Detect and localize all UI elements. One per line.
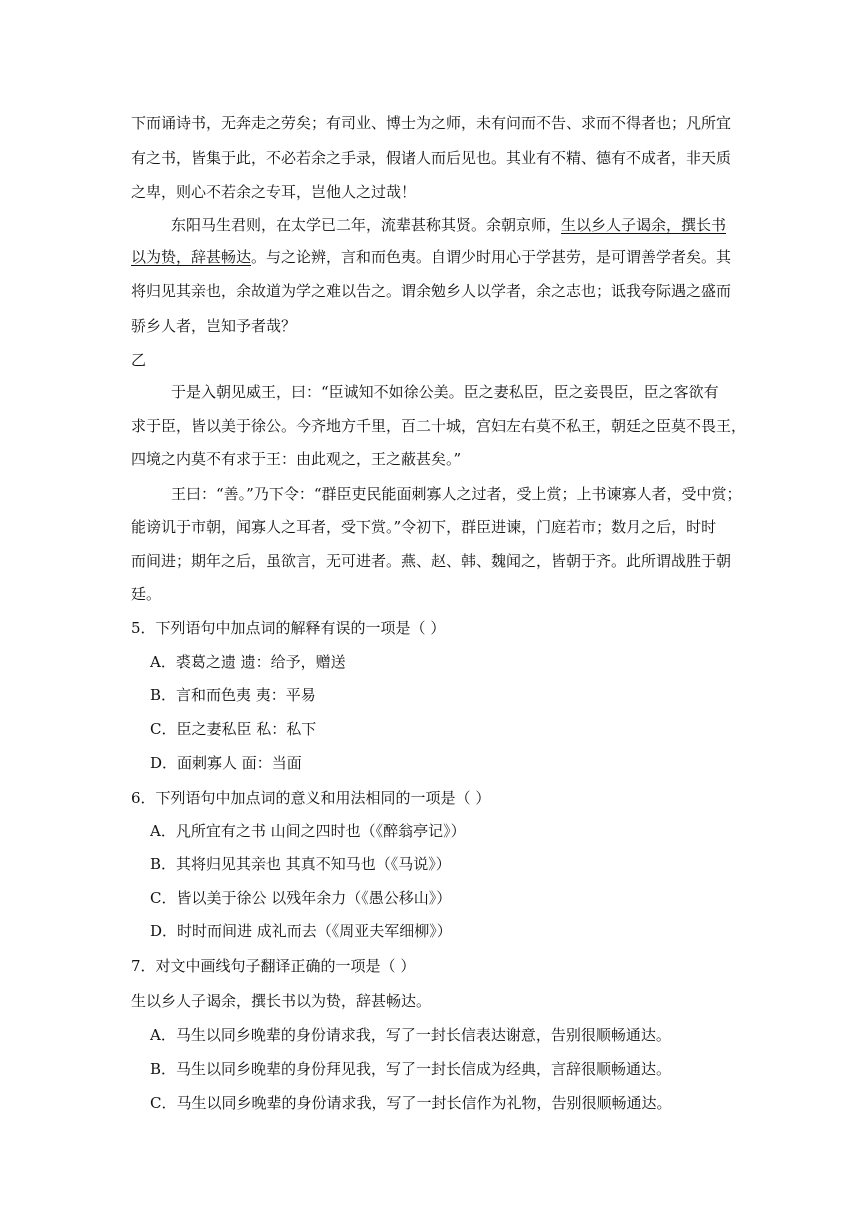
text-line: 而间进；期年之后，虽欲言，无可进者。燕、赵、韩、魏闻之，皆朝于齐。此所谓战胜于朝 (131, 552, 732, 570)
question-6-option-d: D．时时而间进 成礼而去（《周亚夫军细柳》） (150, 922, 452, 940)
question-7-option-a: A．马生以同乡晚辈的身份请求我，写了一封长信表达谢意，告别很顺畅通达。 (150, 1026, 671, 1044)
question-6-stem: 6．下列语句中加点词的意义和用法相同的一项是（ ） (131, 789, 491, 807)
question-7-option-c: C．马生以同乡晚辈的身份请求我，写了一封长信作为礼物，告别很顺畅通达。 (150, 1094, 672, 1112)
underlined-sentence: 以为贽，辞甚畅达 (131, 248, 252, 266)
text-line: 于是入朝见威王，曰：“臣诚知不如徐公美。臣之妻私臣，臣之妾畏臣，臣之客欲有 (171, 383, 719, 401)
question-7-stem: 7．对文中画线句子翻译正确的一项是（ ） (131, 957, 416, 975)
text-line: 下而诵诗书，无奔走之劳矣；有司业、博士为之师，未有问而不告、求而不得者也；凡所宜 (131, 114, 732, 132)
underlined-sentence: 生以乡人子谒余，撰长书 (561, 216, 727, 234)
text-segment: 。与之论辨，言和而色夷。自谓少时用心于学甚劳，是可谓善学者矣。其 (251, 248, 732, 266)
question-6-option-a: A．凡所宜有之书 山间之四时也（《醉翁亭记》） (150, 822, 466, 840)
question-5-option-a: A．裘葛之遗 遗：给予，赠送 (150, 653, 346, 671)
question-6-option-c: C．皆以美于徐公 以残年余力（《愚公移山》） (150, 889, 452, 907)
question-7-sentence: 生以乡人子谒余，撰长书以为贽，辞甚畅达。 (131, 992, 432, 1010)
text-line: 求于臣，皆以美于徐公。今齐地方千里，百二十城，宫妇左右莫不私王，朝廷之臣莫不畏王， (131, 417, 747, 435)
question-7-option-b: B．马生以同乡晚辈的身份拜见我，写了一封长信成为经典，言辞很顺畅通达。 (150, 1060, 672, 1078)
section-label: 乙 (131, 351, 147, 369)
text-line: 骄乡人者，岂知予者哉？ (131, 317, 297, 335)
text-segment: 东阳马生君则，在太学已二年，流辈甚称其贤。余朝京师， (171, 216, 562, 234)
text-line (171, 214, 726, 235)
text-line: 廷。 (131, 585, 162, 603)
question-6-option-b: B．其将归见其亲也 其真不知马也（《马说》） (150, 855, 451, 873)
text-line: 能谤讥于市朝，闻寡人之耳者，受下赏。”令初下，群臣进谏，门庭若市；数月之后，时时 (131, 518, 717, 536)
question-5-option-d: D．面刺寡人 面：当面 (150, 754, 302, 772)
question-5-stem: 5．下列语句中加点词的解释有误的一项是（ ） (131, 619, 446, 637)
text-line: 王曰：“善。”乃下令：“群臣吏民能面刺寡人之过者，受上赏；上书谏寡人者，受中赏； (171, 485, 742, 503)
question-5-option-b: B．言和而色夷 夷：平易 (150, 686, 316, 704)
text-line: 有之书，皆集于此，不必若余之手录，假诸人而后见也。其业有不精、德有不成者，非天质 (131, 149, 732, 167)
text-line: 将归见其亲也，余故道为学之难以告之。谓余勉乡人以学者，余之志也；诋我夸际遇之盛而 (131, 282, 732, 300)
text-line: 之卑，则心不若余之专耳，岂他人之过哉！ (131, 183, 417, 201)
text-line: 四境之内莫不有求于王：由此观之，王之蔽甚矣。” (131, 450, 462, 468)
question-5-option-c: C．臣之妻私臣 私：私下 (150, 720, 317, 738)
text-line (131, 246, 731, 267)
